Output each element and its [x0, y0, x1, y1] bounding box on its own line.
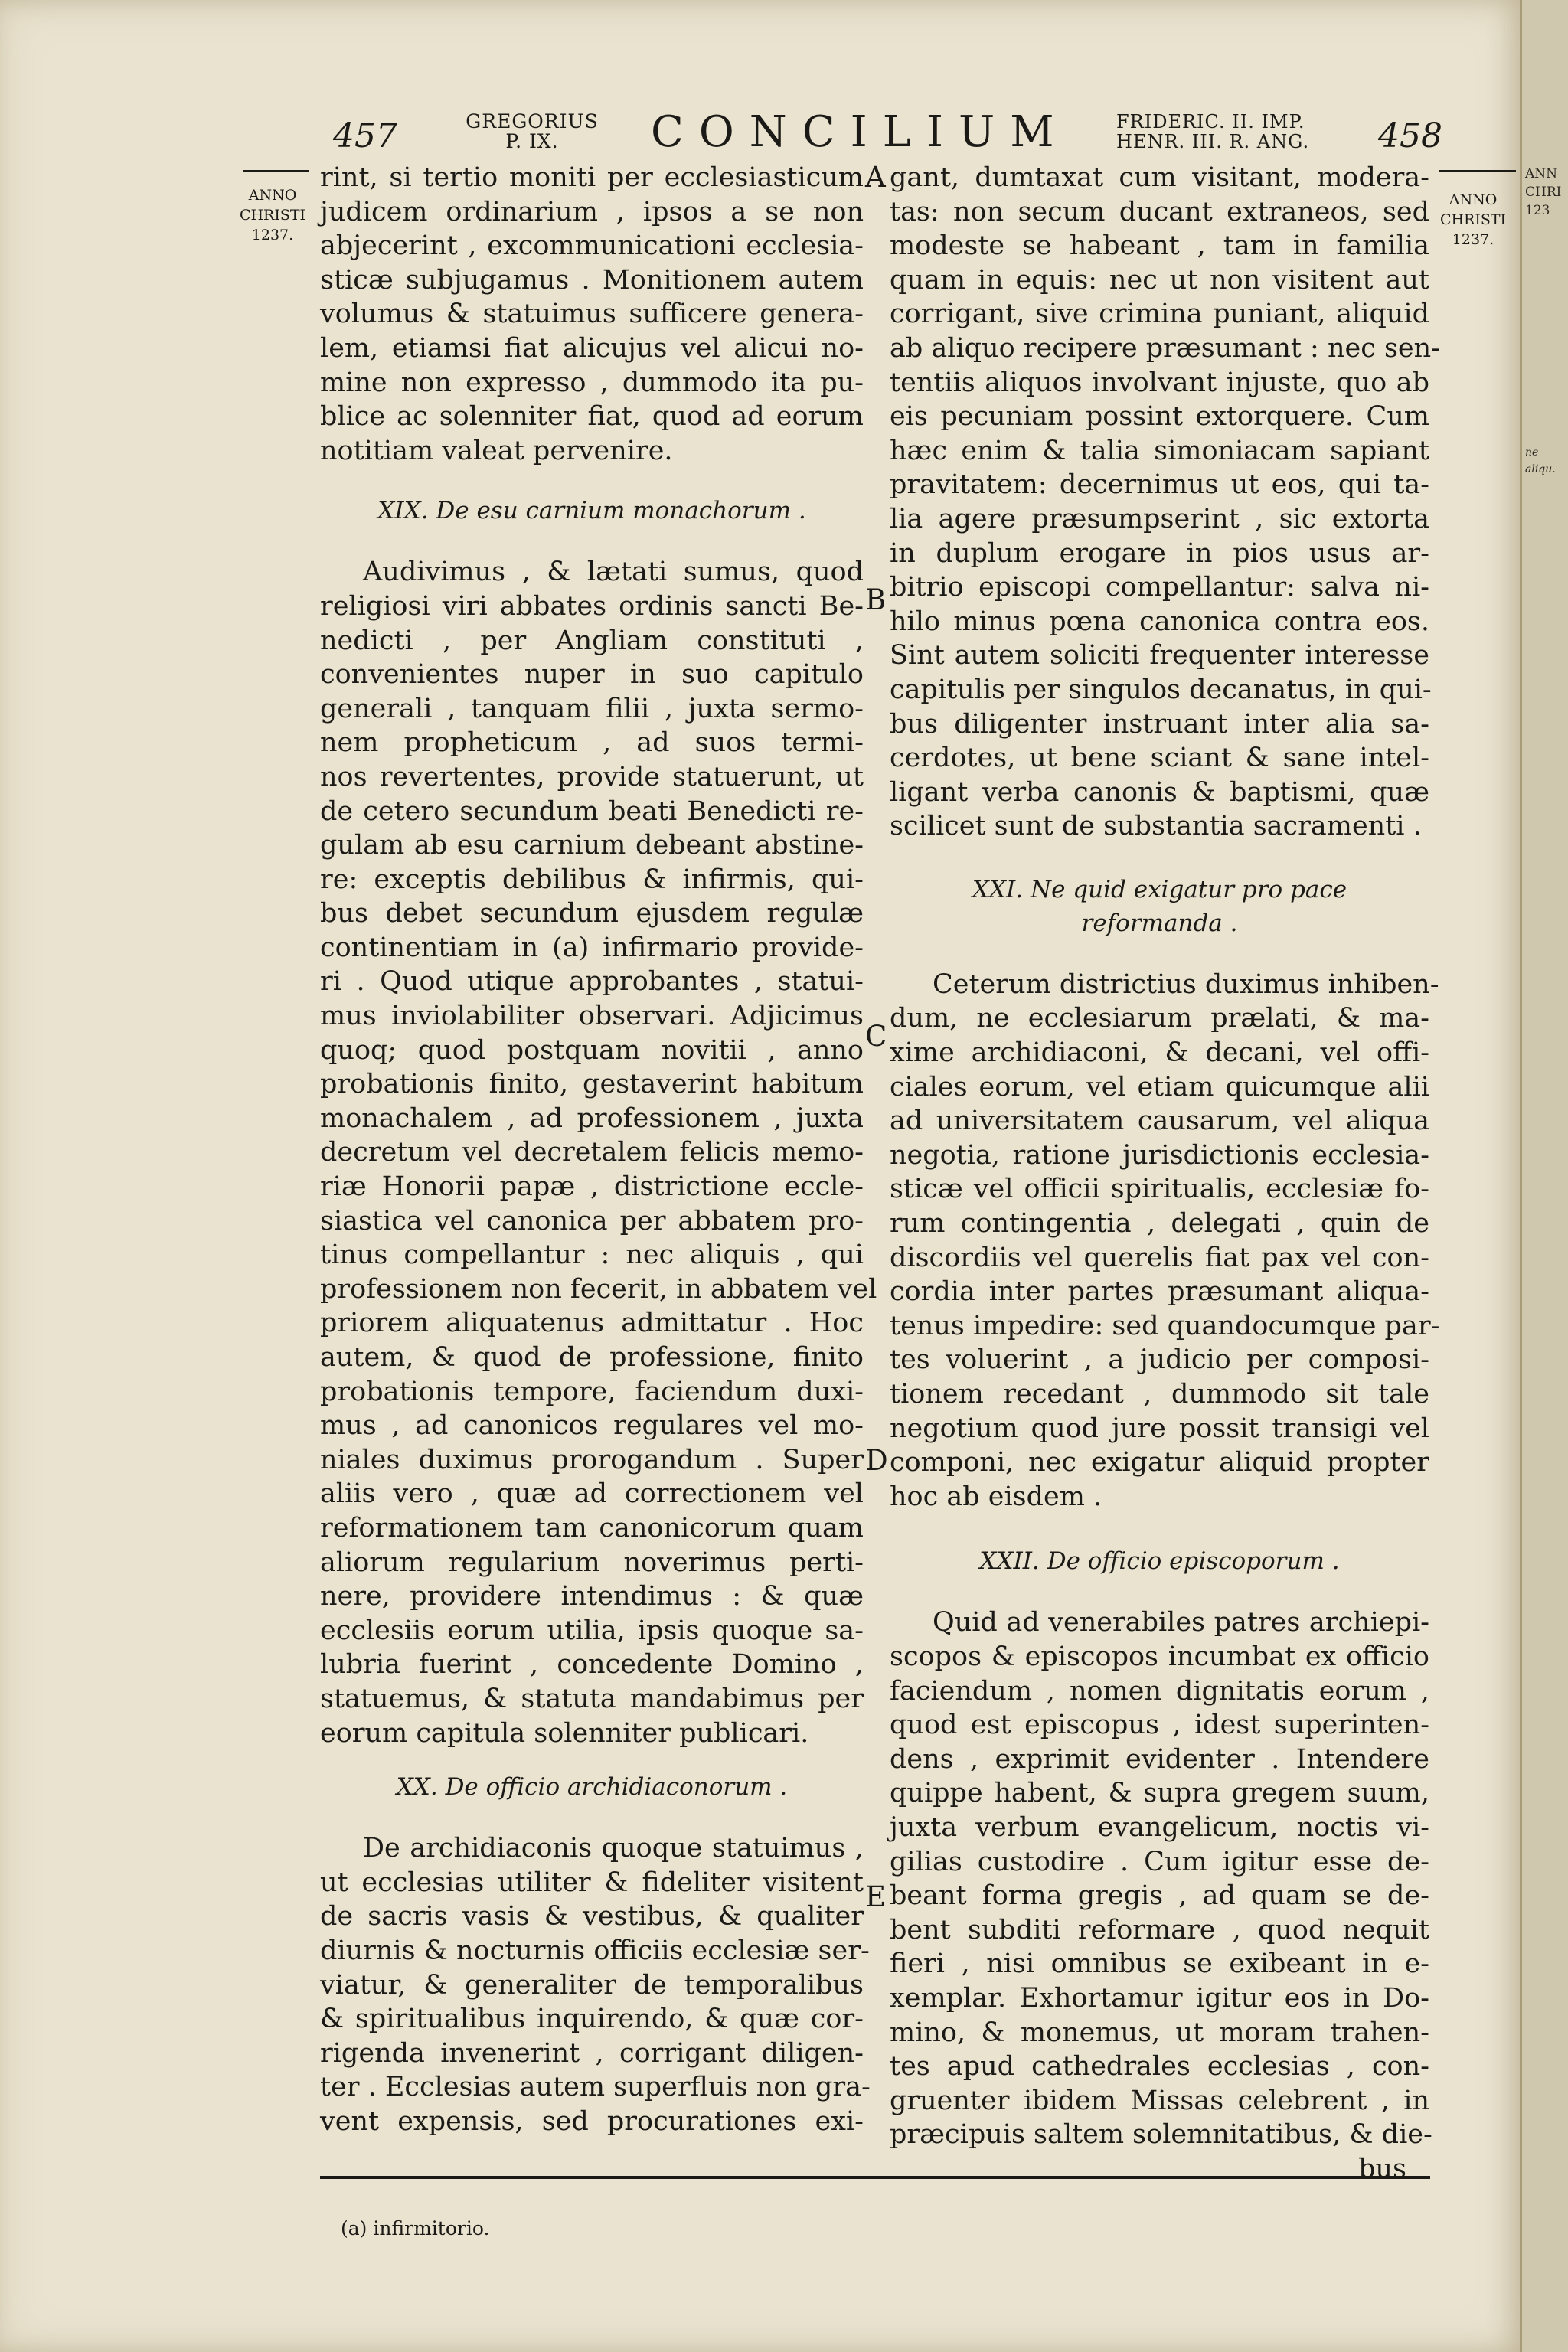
text-line: discordiis vel querelis fiat pax vel con-	[890, 1242, 1429, 1273]
section-xix-text	[320, 555, 877, 1750]
text-line: mino, & monemus, ut moram trahen-	[890, 2017, 1429, 2048]
text-line: gilias custodire . Cum igitur esse de-	[890, 1846, 1429, 1877]
text-line: rint, si tertio moniti per ecclesiasticum	[320, 162, 864, 193]
text-line: xemplar. Exhortamur igitur eos in Do-	[890, 1982, 1429, 2014]
text-line: decretum vel decretalem felicis memo-	[320, 1137, 864, 1168]
text-line: eis pecuniam possint extorquere. Cum	[890, 401, 1429, 433]
text-line: capitulis per singulos decanatus, in qui-	[890, 674, 1432, 705]
text-line: quod est episcopus , idest superinten-	[890, 1710, 1429, 1741]
catchword: bus	[1358, 2153, 1406, 2184]
text-line: hilo minus pœna canonica contra eos.	[890, 606, 1429, 637]
text-line: gulam ab esu carnium debeant abstine-	[320, 830, 864, 861]
text-line: siastica vel canonica per abbatem pro-	[320, 1205, 864, 1236]
text-line: ad universitatem causarum, vel aliqua	[890, 1106, 1429, 1137]
next-page-christi: CHRI	[1525, 185, 1562, 200]
section-letter-e: E	[865, 1880, 887, 1913]
text-line: aliis vero , quæ ad correctionem vel	[320, 1478, 864, 1510]
text-line: scilicet sunt de substantia sacramenti .	[890, 811, 1422, 842]
text-line: cerdotes, ut bene sciant & sane intel-	[890, 743, 1429, 774]
margin-anno-right: ANNO	[1449, 191, 1498, 208]
text-line: statuemus, & statuta mandabimus per	[320, 1683, 864, 1714]
text-line: modeste se habeant , tam in familia	[890, 230, 1429, 262]
margin-christi-right: CHRISTI	[1439, 211, 1507, 228]
text-line: Audivimus , & lætati sumus, quod	[363, 557, 864, 588]
text-line: tentiis aliquos involvant injuste, quo ab	[890, 367, 1429, 398]
margin-christi: CHRISTI	[239, 207, 306, 224]
text-line: de cetero secundum beati Benedicti re-	[320, 795, 864, 827]
text-line: nere, providere intendimus : & quæ	[320, 1581, 864, 1612]
text-line: bus diligenter instruant inter alia sa-	[890, 708, 1429, 740]
text-line: rum contingentia , delegati , quin de	[890, 1208, 1429, 1240]
text-line: faciendum , nomen dignitatis eorum ,	[890, 1675, 1429, 1707]
text-line: quippe habent, & supra gregem suum,	[890, 1778, 1429, 1809]
margin-year-left	[230, 185, 315, 245]
text-line: nedicti , per Angliam constituti ,	[320, 625, 864, 656]
right-column	[890, 161, 1440, 2186]
footnote: (a) infirmitorio.	[341, 2217, 490, 2239]
text-line: aliorum regularium noverimus perti-	[320, 1547, 864, 1578]
text-line: sticæ vel officii spiritualis, ecclesiæ fo-	[890, 1174, 1429, 1205]
text-line: sticæ subjugamus . Monitionem autem	[320, 264, 864, 296]
text-line: tinus compellantur : nec aliquis , qui	[320, 1240, 864, 1271]
text-line: & spiritualibus inquirendo, & quæ cor-	[320, 2004, 864, 2035]
text-line: ter . Ecclesias autem superfluis non gra-	[320, 2072, 871, 2103]
text-line: lia agere præsumpserint , sic extorta	[890, 503, 1429, 534]
header-rule-right	[1439, 170, 1516, 172]
text-line: riæ Honorii papæ , districtione eccle-	[320, 1171, 864, 1203]
header-rule-left	[243, 170, 309, 172]
text-line: professionem non fecerit, in abbatem vel	[320, 1273, 877, 1305]
left-intro-text	[320, 161, 864, 468]
text-line: judicem ordinarium , ipsos a se non	[320, 196, 864, 227]
text-line: Sint autem soliciti frequenter interesse	[890, 640, 1429, 671]
next-page-side-note-1: ne	[1525, 446, 1539, 459]
section-letter-b: B	[865, 583, 887, 616]
text-line: volumus & statuimus sufficere genera-	[320, 299, 864, 330]
text-line: beant forma gregis , ad quam se de-	[890, 1880, 1429, 1912]
text-line: autem, & quod de professione, finito	[320, 1342, 864, 1373]
text-line: gruenter ibidem Missas celebrent , in	[890, 2085, 1429, 2116]
text-line: priorem aliquatenus admittatur . Hoc	[320, 1308, 864, 1339]
running-head-left-line1: GREGORIUS	[466, 110, 599, 132]
text-line: bent subditi reformare , quod nequit	[890, 1914, 1429, 1945]
text-line: de sacris vasis & vestibus, & qualiter	[320, 1901, 864, 1932]
text-line: hæc enim & talia simoniacam sapiant	[890, 435, 1429, 466]
text-line: continentiam in (a) infirmario provide-	[320, 932, 864, 963]
text-line: ri . Quod utique approbantes , statui-	[320, 966, 864, 998]
text-line: quoq; quod postquam novitii , anno	[320, 1034, 864, 1066]
text-line: reformationem tam canonicorum quam	[320, 1512, 864, 1544]
running-head-left	[459, 112, 605, 152]
text-line: fieri , nisi omnibus se exibeant in e-	[890, 1949, 1429, 1980]
text-line: abjecerint , excommunicationi ecclesia-	[320, 230, 864, 262]
text-line: dum, ne ecclesiarum prælati, & ma-	[890, 1003, 1429, 1034]
text-line: corrigant, sive crimina puniant, aliquid	[890, 299, 1429, 330]
running-head-right-line1: FRIDERIC. II. IMP.	[1116, 111, 1305, 132]
text-line: ab aliquo recipere præsumant : nec sen-	[890, 332, 1440, 364]
text-line: tionem recedant , dummodo sit tale	[890, 1379, 1429, 1410]
text-line: tes voluerint , a judicio per composi-	[890, 1344, 1429, 1376]
text-line: re: exceptis debilibus & infirmis, qui-	[320, 864, 864, 895]
text-line: generali , tanquam filii , juxta sermo-	[320, 693, 864, 724]
section-letter-a: A	[865, 161, 886, 194]
text-line: nos revertentes, provide statuerunt, ut	[320, 761, 864, 792]
text-line: lubria fuerint , concedente Domino ,	[320, 1649, 864, 1681]
text-line: mine non expresso , dummodo ita pu-	[320, 367, 864, 398]
text-line: Ceterum districtius duximus inhiben-	[933, 969, 1439, 1000]
running-head-left-line2: P. IX.	[505, 130, 559, 152]
text-line: quam in equis: nec ut non visitent aut	[890, 264, 1429, 296]
text-line: hoc ab eisdem .	[890, 1481, 1102, 1512]
heading-xix: XIX. De esu carnium monachorum .	[377, 497, 806, 525]
footnote-rule	[320, 2176, 1430, 2179]
text-line: juxta verbum evangelicum, noctis vi-	[890, 1811, 1429, 1843]
text-line: religiosi viri abbates ordinis sancti Be-	[320, 590, 864, 622]
left-column	[320, 161, 877, 2138]
text-line: cordia inter partes præsumant aliqua-	[890, 1276, 1429, 1308]
section-letter-d: D	[865, 1444, 888, 1477]
text-line: dens , exprimit evidenter . Intendere	[890, 1743, 1429, 1775]
text-line: tenus impedire: sed quandocumque par-	[890, 1310, 1440, 1341]
page-number-right: 458	[1378, 116, 1442, 155]
text-line: in duplum erogare in pios usus ar-	[890, 537, 1429, 569]
heading-xxii: XXII. De officio episcoporum .	[979, 1547, 1340, 1576]
text-line: ecclesiis eorum utilia, ipsis quoque sa-	[320, 1615, 864, 1646]
heading-xxi	[890, 873, 1429, 940]
running-head-right	[1116, 112, 1346, 152]
text-line: monachalem , ad professionem , juxta	[320, 1102, 864, 1134]
text-line: mus inviolabiliter observari. Adjicimus	[320, 1001, 864, 1032]
text-line: notitiam valeat pervenire.	[320, 435, 673, 466]
next-page-anno: ANN	[1525, 166, 1558, 181]
text-line: niales duximus prorogandum . Super	[320, 1444, 864, 1475]
text-line: eorum capitula solenniter publicari.	[320, 1717, 809, 1749]
heading-xx: XX. De officio archidiaconorum .	[396, 1773, 788, 1802]
heading-xxi-line1: XXI. Ne quid exigatur pro pace	[972, 875, 1348, 903]
next-page-edge	[1520, 0, 1568, 2352]
text-line: diurnis & nocturnis officiis ecclesiæ ser-	[320, 1935, 870, 1966]
text-line: ciales eorum, vel etiam quicumque alii	[890, 1071, 1429, 1102]
text-line: De archidiaconis quoque statuimus ,	[363, 1833, 864, 1864]
section-xxi-text	[890, 968, 1440, 1514]
next-page-side-note	[1525, 444, 1556, 478]
text-line: negotium quod jure possit transigi vel	[890, 1413, 1429, 1444]
text-line: præcipuis saltem solemnitatibus, & die-	[890, 2119, 1432, 2151]
text-line: nem propheticum , ad suos termi-	[320, 727, 864, 759]
text-line: blice ac solenniter fiat, quod ad eorum	[320, 401, 864, 433]
section-letter-c: C	[865, 1020, 887, 1053]
text-line: tas: non secum ducant extraneos, sed	[890, 196, 1429, 227]
text-line: pravitatem: decernimus ut eos, qui ta-	[890, 469, 1429, 501]
text-line: gant, dumtaxat cum visitant, modera-	[890, 162, 1429, 193]
text-line: rigenda invenerint , corrigant diligen-	[320, 2037, 864, 2069]
text-line: probationis finito, gestaverint habitum	[320, 1069, 864, 1100]
next-page-side-note-2: aliqu.	[1525, 463, 1556, 475]
text-line: xime archidiaconi, & decani, vel offi-	[890, 1037, 1429, 1069]
section-xxii-text	[890, 1606, 1432, 2152]
margin-year-right	[1439, 190, 1507, 250]
margin-year-right-value: 1237.	[1452, 231, 1494, 248]
text-line: ligant verba canonis & baptismi, quæ	[890, 776, 1429, 808]
margin-anno: ANNO	[248, 187, 297, 204]
next-page-margin-year	[1525, 165, 1561, 220]
next-page-year: 123	[1525, 203, 1550, 218]
text-line: scopos & episcopos incumbat ex officio	[890, 1641, 1429, 1672]
text-line: convenientes nuper in suo capitulo	[320, 659, 864, 691]
running-head-right-line2: HENR. III. R. ANG.	[1116, 131, 1310, 152]
text-line: viatur, & generaliter de temporalibus	[320, 1969, 864, 2001]
text-line: ut ecclesias utiliter & fideliter visitent	[320, 1867, 864, 1898]
text-line: mus , ad canonicos regulares vel mo-	[320, 1410, 864, 1442]
text-line: bus debet secundum ejusdem regulæ	[320, 898, 864, 929]
heading-xxi-line2: reformanda .	[1081, 909, 1238, 937]
text-line: tes apud cathedrales ecclesias , con-	[890, 2051, 1429, 2082]
margin-year: 1237.	[251, 227, 294, 243]
text-line: negotia, ratione jurisdictionis ecclesia-	[890, 1139, 1429, 1171]
right-intro-text	[890, 161, 1440, 844]
text-line: componi, nec exigatur aliquid propter	[890, 1447, 1429, 1478]
text-line: lem, etiamsi fiat alicujus vel alicui no-	[320, 332, 864, 364]
running-title: CONCILIUM	[651, 107, 1070, 157]
text-line: Quid ad venerabiles patres archiepi-	[933, 1607, 1429, 1638]
text-line: bitrio episcopi compellantur: salva ni-	[890, 572, 1429, 603]
text-line: probationis tempore, faciendum duxi-	[320, 1376, 864, 1407]
page-number-left: 457	[333, 116, 397, 155]
text-line: vent expensis, sed procurationes exi-	[320, 2105, 864, 2137]
section-xx-text	[320, 1831, 871, 2138]
